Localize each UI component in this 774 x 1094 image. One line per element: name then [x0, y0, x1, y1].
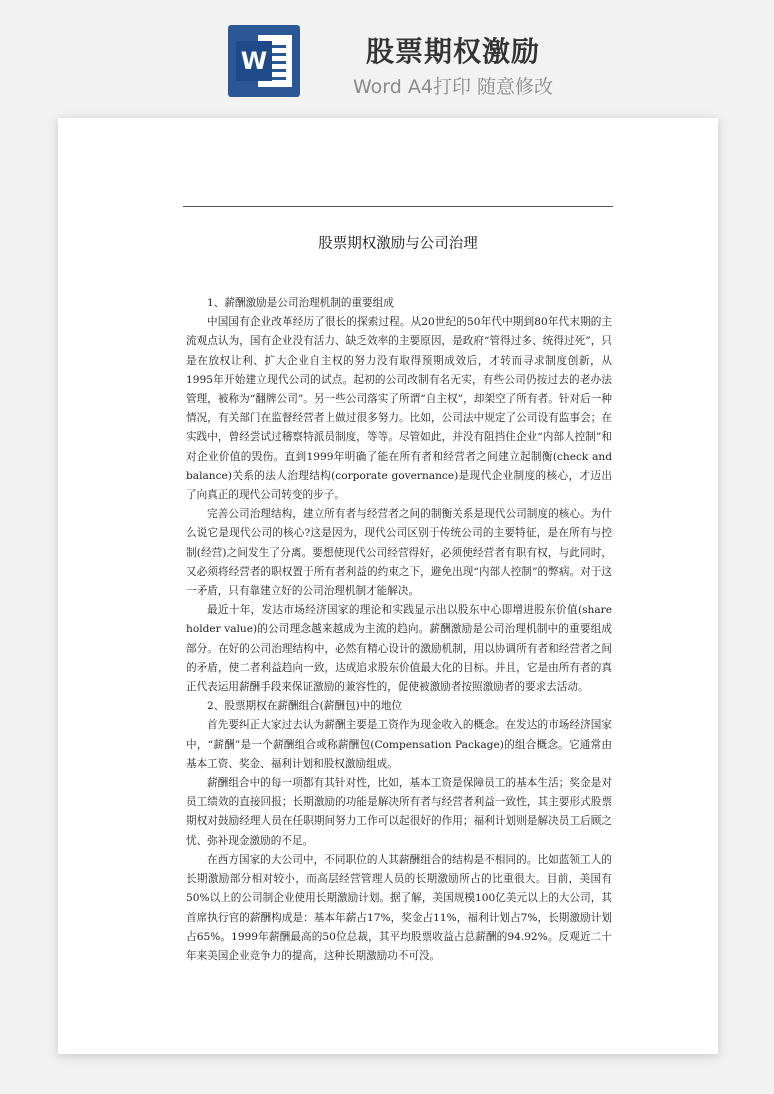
paragraph: 在西方国家的大公司中，不同职位的人其薪酬组合的结构是不相同的。比如蓝领工人的长期激励部分相对较小，而高层经营管理人员的长期激励所占的比重很大。目前，美国有50%以上的公司制企业使用长期激励计划。据了解，美国规模100亿美元以上的大公司，其首席执行官的薪酬构成是：基本年薪占17%，奖金占11%，福利计划占7%，长期激励计划占65%。1999年薪酬最高的50位总裁，其平均股票收益占总薪酬的94.92%。反观近二十年来美国企业竞争力的提高，这种长期激励功不可没。 [186, 853, 612, 962]
banner-subtitle: Word A4打印 随意修改 [352, 76, 553, 98]
word-letter-icon: W [236, 41, 272, 81]
paragraph: 最近十年，发达市场经济国家的理论和实践显示出以股东中心即增进股东价值(share holder value)的公司理念越来越成为主流的趋向。薪酬激励是公司治理机制中的重要组成部分。在好的公司治理结构中，必然有精心设计的激励机制，用以协调所有者和经营者之间的矛盾，使二者利益趋向一致，达成追求股东价值最大化的目标。并且，它是由所有者的真正代表运用薪酬手段来保证激励的兼容性的，促使被激励者按照激励者的要求去活动。 [186, 604, 612, 694]
document-body [186, 294, 612, 966]
banner-title: 股票期权激励 [365, 35, 540, 68]
paragraph: 薪酬组合中的每一项都有其针对性，比如，基本工资是保障员工的基本生活；奖金是对员工绩效的直接回报；长期激励的功能是解决所有者与经营者利益一致性，其主要形式股票期权对鼓励经理人员在任职期间努力工作可以起很好的作用；福利计划则是解决员工后顾之忧、弥补现金激励的不足。 [186, 777, 612, 847]
paragraph: 完善公司治理结构，建立所有者与经营者之间的制衡关系是现代公司制度的核心。为什么说它是现代公司的核心?这是因为，现代公司区别于传统公司的主要特征，是在所有与控制(经营)之间发生了分离。要想使现代公司经营得好，必须使经营者有职有权，与此同时，又必须将经营者的职权置于所有者利益的约束之下，避免出现“内部人控制”的弊病。对于这一矛盾，只有靠建立好的公司治理机制才能解决。 [186, 508, 612, 598]
paragraph: 中国国有企业改革经历了很长的探索过程。从20世纪的50年代中期到80年代末期的主流观点认为，国有企业没有活力、缺乏效率的主要原因，是政府“管得过多、统得过死”，只是在放权让利、扩大企业自主权的努力没有取得预期成效后，才转而寻求制度创新，从1995年开始建立现代公司的试点。起初的公司改制有名无实，有些公司仍按过去的老办法管理，被称为“翻牌公司”。另一些公司落实了所谓“自主权”，却架空了所有者。针对后一种情况，有关部门在监督经营者上做过很多努力。比如，公司法中规定了公司设有监事会；在实践中，曾经尝试过稽察特派员制度，等等。尽管如此，并没有阻挡住企业“内部人控制”和对企业价值的毁伤。直到1999年明确了能在所有者和经营者之间建立起制衡(check and balance)关系的法人治理结构(corporate governance)是现代企业制度的核心，才迈出了向真正的现代公司转变的步子。 [186, 316, 612, 502]
document-title: 股票期权激励与公司治理 [318, 236, 478, 252]
header-divider [183, 206, 613, 207]
paragraph-heading-2: 2、股票期权在薪酬组合(薪酬包)中的地位 [207, 700, 403, 713]
document-page [58, 118, 718, 1054]
paragraph: 首先要纠正大家过去认为薪酬主要是工资作为现金收入的概念。在发达的市场经济国家中，“薪酬”是一个薪酬组合或称薪酬包(Compensation Package)的组合概念。它通常由基本工资、奖金、福利计划和股权激励组成。 [186, 719, 612, 770]
word-document-icon [228, 25, 300, 97]
paragraph-heading-1: 1、薪酬激励是公司治理机制的重要组成 [207, 297, 394, 309]
banner [0, 0, 774, 118]
